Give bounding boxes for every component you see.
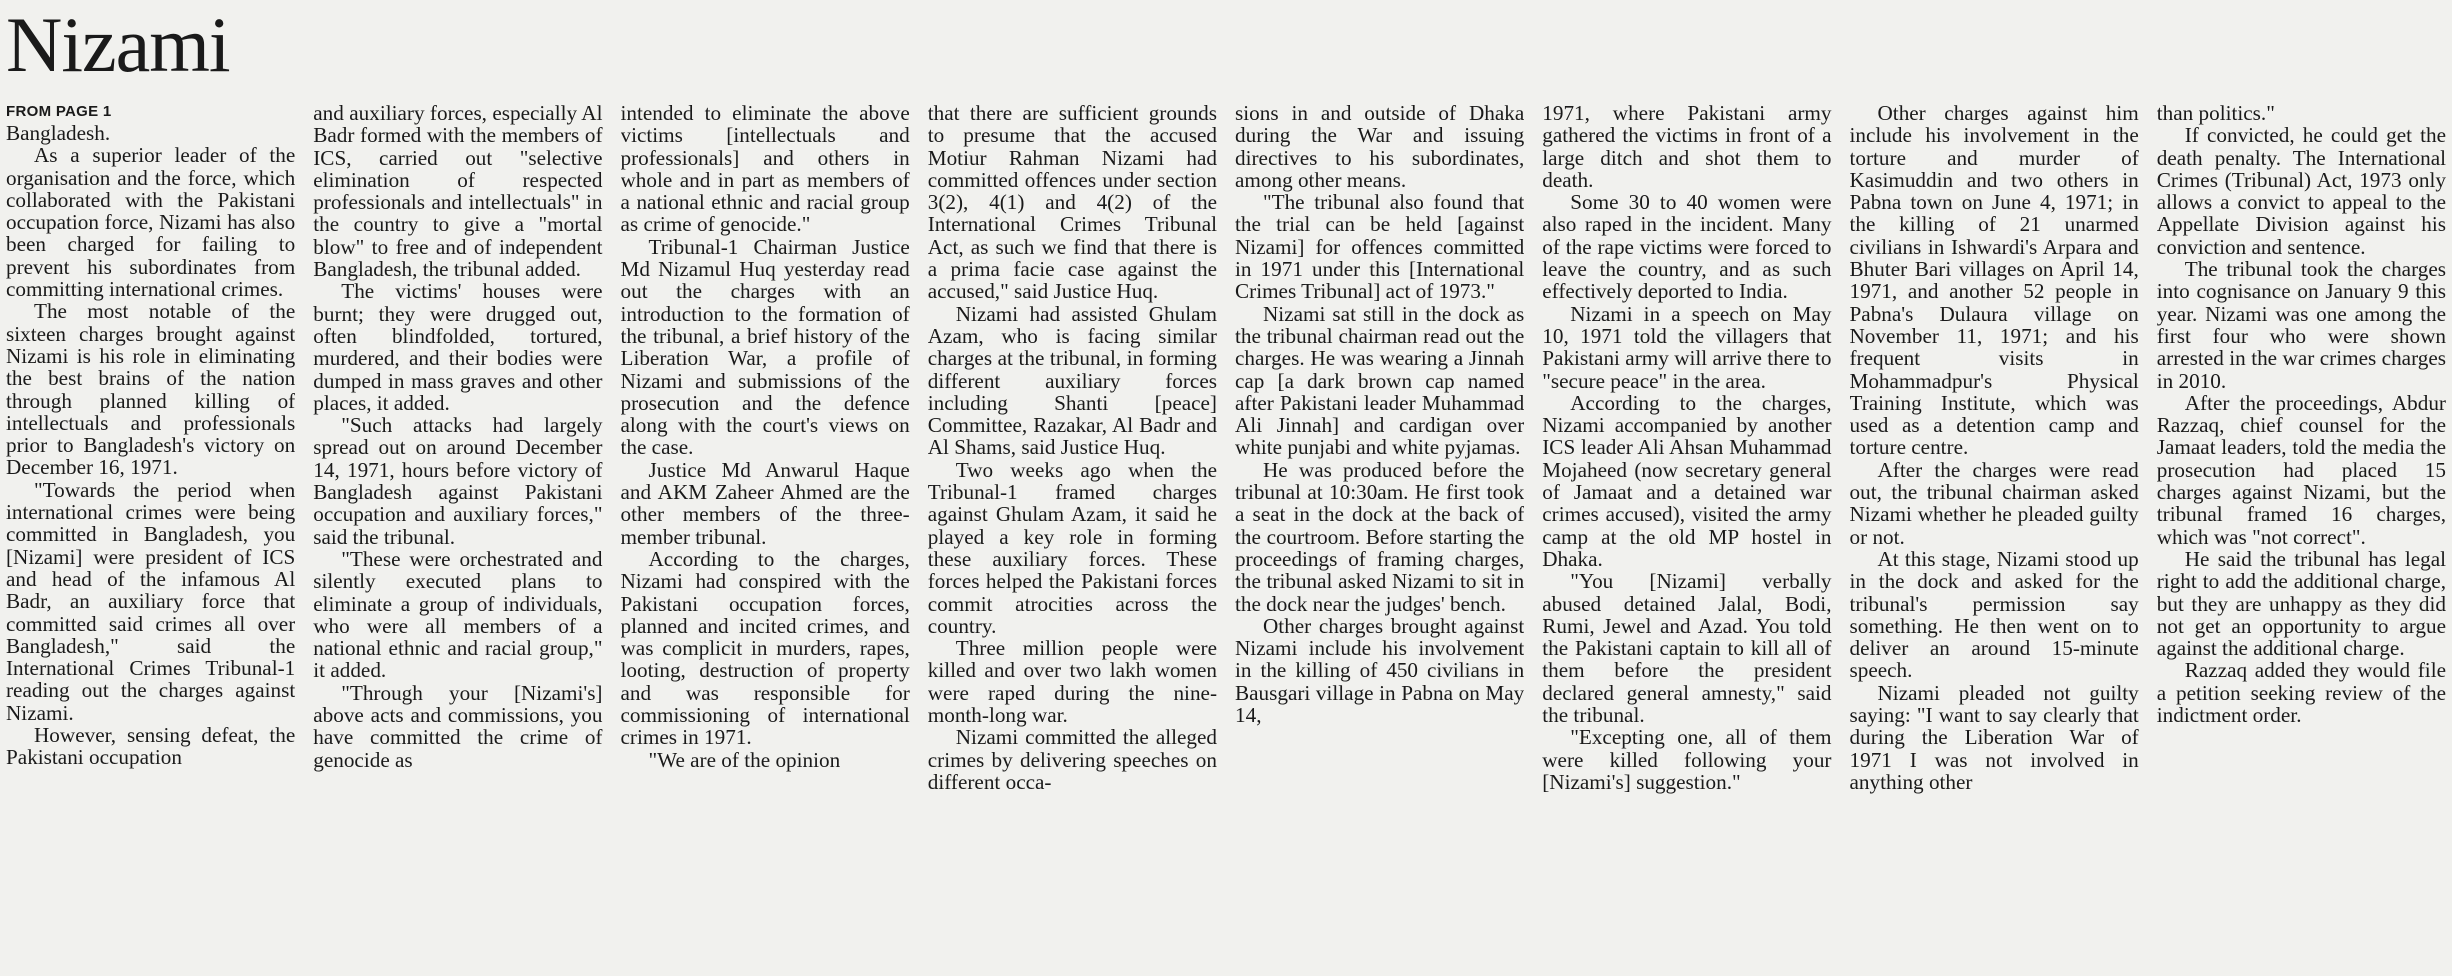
paragraph: Three million people were killed and over two lakh women were raped during the nine-month-long war. [927, 636, 1217, 728]
column-7 [1850, 102, 2139, 972]
paragraph: Justice Md Anwarul Haque and AKM Zaheer Ahmed are the other members of the three-member tribunal. [620, 457, 910, 549]
article-columns [6, 102, 2446, 972]
paragraph: "Towards the period when international crimes were being committed in Bangladesh, you [Nizami] were president of ICS and head of the infamous Al Badr, an auxiliary force that committed said crimes all over Bangladesh," said the International Crimes Tribunal-1 reading out the charges against Nizami. [6, 477, 296, 725]
paragraph: sions in and outside of Dhaka during the War and issuing directives to his subordinates, among other means. [1235, 102, 1525, 192]
paragraph: Nizami pleaded not guilty saying: "I want to say clearly that during the Liberation War of 1971 I was not involved in anything other [1849, 680, 2139, 794]
paragraph: Nizami sat still in the dock as the tribunal chairman read out the charges. He was wearing a Jinnah cap [a dark brown cap named after Pakistani leader Muhammad Ali Jinnah] and cardigan over white punjabi and white pyjamas. [1235, 301, 1525, 460]
paragraph: "Excepting one, all of them were killed following your [Nizami's] suggestion." [1542, 725, 1832, 794]
column-8 [2157, 102, 2446, 972]
paragraph: Nizami had assisted Ghulam Azam, who is facing similar charges at the tribunal, in forming different auxiliary forces including Shanti [peace] Committee, Razakar, Al Badr and Al Shams, said Justice Huq. [927, 301, 1217, 460]
paragraph: Nizami committed the alleged crimes by delivering speeches on different occa- [927, 725, 1217, 794]
column-body [1850, 102, 2139, 793]
paragraph: "You [Nizami] verbally abused detained Jalal, Bodi, Rumi, Jewel and Azad. You told the Pakistani captain to kill all of them before the president declared general amnesty," said the tribunal. [1542, 569, 1832, 728]
paragraph: The tribunal took the charges into cognisance on January 9 this year. Nizami was one among the first four who were shown arrested in the war crimes charges in 2010. [2156, 257, 2446, 393]
column-3 [621, 102, 910, 972]
paragraph: Bangladesh. [6, 121, 111, 145]
paragraph: Two weeks ago when the Tribunal-1 framed charges against Ghulam Azam, it said he played a key role in forming these auxiliary forces. These forces helped the Pakistani forces commit atrocities across the country. [927, 457, 1217, 638]
paragraph: that there are sufficient grounds to presume that the accused Motiur Rahman Nizami had committed offences under section 3(2), 4(1) and 4(2) of the International Crimes Tribunal Act, as such we find that there is a prima facie case against the accused," said Justice Huq. [927, 102, 1217, 304]
paragraph: "These were orchestrated and silently executed plans to eliminate a group of individuals, who were all members of a national ethnic and racial group," it added. [313, 546, 603, 683]
paragraph: Tribunal-1 Chairman Justice Md Nizamul Huq yesterday read out the charges with an introduction to the formation of the tribunal, a brief history of the Liberation War, a profile of Nizami and submissions of the prosecution and the defence along with the court's views on the case. [620, 234, 910, 460]
paragraph: Other charges brought against Nizami include his involvement in the killing of 450 civilians in Bausgari village in Pabna on May 14, [1235, 613, 1525, 728]
paragraph: However, sensing defeat, the Pakistani occupation [6, 723, 296, 770]
column-body [2157, 102, 2446, 726]
paragraph: If convicted, he could get the death penalty. The International Crimes (Tribunal) Act, 1973 only allows a convict to appeal to the Appellate Division against his conviction and sentence. [2156, 123, 2446, 259]
paragraph: and auxiliary forces, especially Al Badr formed with the members of ICS, carried out "selective elimination of respected professionals and intellectuals" in the country to give a "mortal blow" to free and of independent Bangladesh, the tribunal added. [313, 102, 603, 282]
paragraph: He was produced before the tribunal at 10:30am. He first took a seat in the dock at the back of the courtroom. Before starting the proceedings of framing charges, the tribunal asked Nizami to sit in the dock near the judges' bench. [1235, 457, 1525, 616]
column-4 [928, 102, 1217, 972]
paragraph: After the proceedings, Abdur Razzaq, chief counsel for the Jamaat leaders, told the media the prosecution had placed 15 charges against Nizami, but the tribunal framed 16 charges, which was "not correct". [2156, 390, 2446, 549]
paragraph: The most notable of the sixteen charges brought against Nizami is his role in eliminating the best brains of the nation through planned killing of intellectuals and professionals prior to Bangladesh's victory on December 16, 1971. [6, 299, 296, 480]
paragraph: According to the charges, Nizami accompanied by another ICS leader Ali Ahsan Muhammad Mojaheed (now secretary general of Jamaat and a detained war crimes accused), visited the army camp at the old MP hostel in Dhaka. [1542, 390, 1832, 571]
kicker-from-page-1: FROM PAGE 1 [6, 103, 112, 120]
paragraph: Some 30 to 40 women were also raped in the incident. Many of the rape victims were forced to leave the country, and as such effectively deported to India. [1542, 190, 1832, 304]
paragraph: Nizami in a speech on May 10, 1971 told the villagers that Pakistani army will arrive there to "secure peace" in the area. [1542, 301, 1832, 393]
paragraph: As a superior leader of the organisation and the force, which collaborated with the Pakistani occupation force, Nizami has also been charged for failing to prevent his subordinates from committing international crimes. [6, 143, 296, 302]
column-6 [1542, 102, 1831, 972]
paragraph: than politics." [2156, 102, 2275, 125]
column-2 [313, 102, 602, 972]
paragraph: According to the charges, Nizami had conspired with the Pakistani occupation forces, planned and incited crimes, and was complicit in murders, rapes, looting, destruction of property and was responsible for commissioning of international crimes in 1971. [620, 546, 910, 750]
paragraph: "Such attacks had largely spread out on around December 14, 1971, hours before victory of Bangladesh against Pakistani occupation and auxiliary forces," said the tribunal. [313, 413, 603, 549]
paragraph: 1971, where Pakistani army gathered the victims in front of a large ditch and shot them to death. [1542, 102, 1832, 192]
paragraph: At this stage, Nizami stood up in the dock and asked for the tribunal's permission say something. He then went on to deliver an around 15-minute speech. [1849, 546, 2139, 683]
column-body [1235, 102, 1524, 726]
paragraph: "We are of the opinion [648, 747, 841, 772]
paragraph: He said the tribunal has legal right to add the additional charge, but they are unhappy as they did not get an opportunity to argue against the additional charge. [2156, 546, 2446, 661]
column-body [313, 102, 602, 771]
column-1 [6, 102, 295, 972]
paragraph: Razzaq added they would file a petition seeking review of the indictment order. [2156, 658, 2446, 728]
paragraph: Other charges against him include his involvement in the torture and murder of Kasimuddin and two others in Pabna town on June 4, 1971; in the killing of 21 unarmed civilians in Ishwardi's Arpara and Bhuter Bari villages on April 14, 1971, and another 52 people in Pabna's Dulaura village on November 11, 1971; and his frequent visits in Mohammadpur's Physical Training Institute, which was used as a detention camp and torture centre. [1849, 102, 2139, 460]
column-body [6, 122, 295, 769]
column-body [928, 102, 1217, 793]
paragraph: "Through your [Nizami's] above acts and commissions, you have committed the crime of genocide as [313, 680, 603, 772]
paragraph: After the charges were read out, the tribunal chairman asked Nizami whether he pleaded guilty or not. [1849, 457, 2139, 549]
headline: Nizami [6, 1, 230, 88]
paragraph: "The tribunal also found that the trial can be held [against Nizami] for offences committed in 1971 under this [International Crimes Tribunal] act of 1973." [1235, 190, 1525, 304]
column-body [621, 102, 910, 771]
paragraph: The victims' houses were burnt; they were drugged out, often blindfolded, tortured, murdered, and their bodies were dumped in mass graves and other places, it added. [313, 279, 603, 415]
paragraph: intended to eliminate the above victims [intellectuals and professionals] and others in whole and in part as members of a national ethnic and racial group as crime of genocide." [620, 102, 910, 237]
column-body [1542, 102, 1831, 793]
column-5 [1235, 102, 1524, 972]
